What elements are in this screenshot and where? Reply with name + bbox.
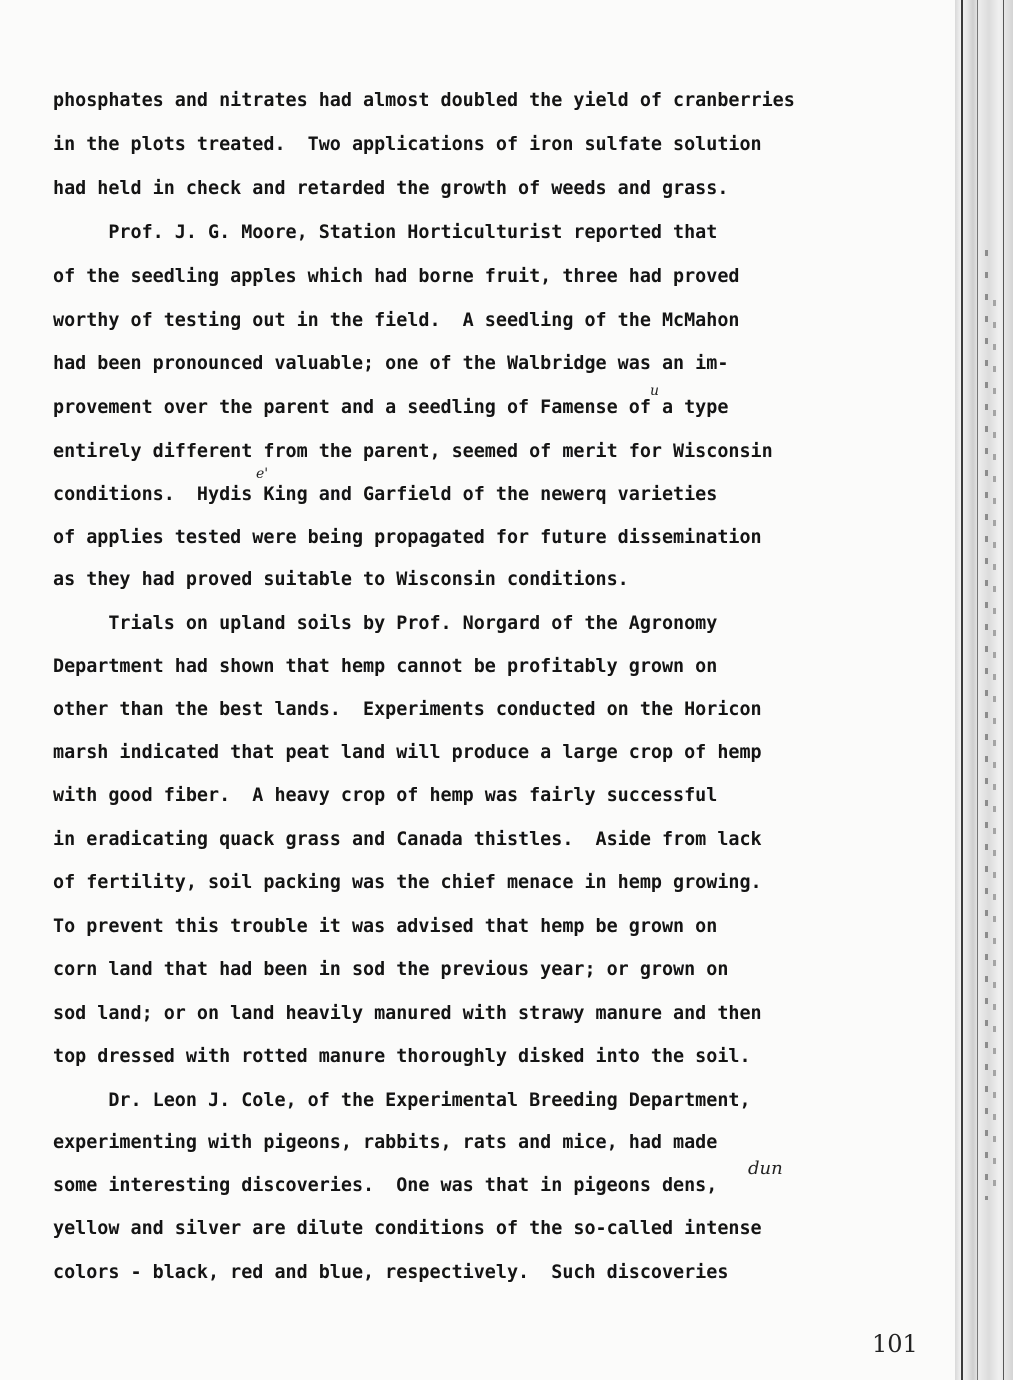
text-line: marsh indicated that peat land will produce a large crop of hemp — [53, 742, 762, 763]
text-line: Department had shown that hemp cannot be profitably grown on — [53, 656, 718, 677]
handwritten-insert-hydes: e' — [256, 466, 269, 482]
text-line: had been pronounced valuable; one of the Walbridge was an im- — [53, 353, 729, 374]
text-line: entirely different from the parent, seemed of merit for Wisconsin — [53, 441, 773, 462]
text-line: as they had proved suitable to Wisconsin conditions. — [53, 569, 629, 590]
page-number: 101 — [872, 1330, 918, 1358]
text-line: of fertility, soil packing was the chief menace in hemp growing. — [53, 872, 762, 893]
text-line: of the seedling apples which had borne fruit, three had proved — [53, 266, 740, 287]
text-line: had held in check and retarded the growth of weeds and grass. — [53, 178, 729, 199]
handwritten-insert-famense: u — [650, 383, 660, 399]
text-line: in eradicating quack grass and Canada thistles. Aside from lack — [53, 829, 762, 850]
binding-line — [961, 0, 963, 1380]
text-line: Dr. Leon J. Cole, of the Experimental Breeding Department, — [53, 1090, 751, 1111]
text-line: To prevent this trouble it was advised that hemp be grown on — [53, 916, 718, 937]
text-line: experimenting with pigeons, rabbits, rats and mice, had made — [53, 1132, 718, 1153]
text-line: some interesting discoveries. One was that in pigeons dens, — [53, 1175, 718, 1196]
text-line: conditions. Hydis King and Garfield of the newerq varieties — [53, 484, 718, 505]
text-line: top dressed with rotted manure thoroughly disked into the soil. — [53, 1046, 751, 1067]
text-line: Trials on upland soils by Prof. Norgard of the Agronomy — [53, 613, 718, 634]
binding-line — [1003, 0, 1004, 1380]
text-line: Prof. J. G. Moore, Station Horticulturist reported that — [53, 222, 718, 243]
text-line: yellow and silver are dilute conditions of the so-called intense — [53, 1218, 762, 1239]
handwritten-insert-dun: dun — [748, 1158, 783, 1179]
text-line: corn land that had been in sod the previous year; or grown on — [53, 959, 729, 980]
binding-texture — [985, 250, 988, 1200]
text-line: other than the best lands. Experiments conducted on the Horicon — [53, 699, 762, 720]
text-line: colors - black, red and blue, respectively. Such discoveries — [53, 1262, 729, 1283]
binding-line — [977, 0, 978, 1380]
text-line: in the plots treated. Two applications of iron sulfate solution — [53, 134, 762, 155]
book-binding-edge — [955, 0, 1013, 1380]
text-line: with good fiber. A heavy crop of hemp was fairly successful — [53, 785, 718, 806]
text-line: sod land; or on land heavily manured with strawy manure and then — [53, 1003, 762, 1024]
binding-texture — [993, 300, 996, 1200]
text-line: of applies tested were being propagated for future dissemination — [53, 527, 762, 548]
text-line: phosphates and nitrates had almost doubled the yield of cranberries — [53, 90, 795, 111]
text-line: worthy of testing out in the field. A seedling of the McMahon — [53, 310, 740, 331]
text-line: provement over the parent and a seedling of Famense of a type — [53, 397, 729, 418]
